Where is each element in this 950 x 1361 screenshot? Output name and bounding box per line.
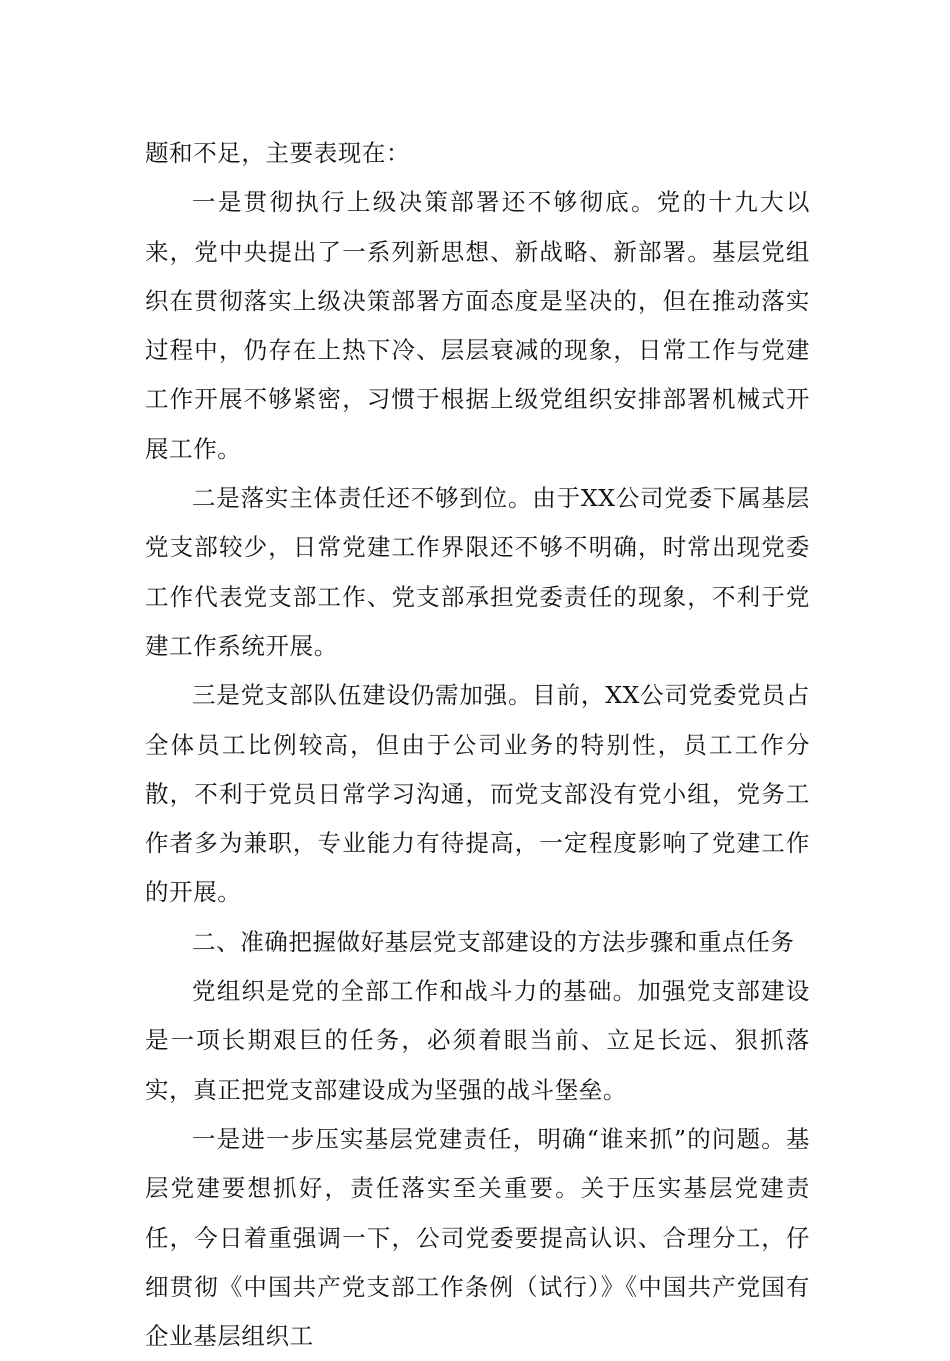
paragraph-task-one: 一是进一步压实基层党建责任，明确“谁来抓”的问题。基层党建要想抓好，责任落实至关重要。关于压实基层党建责任，今日着重强调一下，公司党委要提高认识、合理分工，仔细贯彻《中国共产党支部工作条例（试行）》《中国共产党国有企业基层组织工 [145, 1124, 810, 1351]
paragraph-continuation: 题和不足，主要表现在： [145, 139, 411, 167]
paragraph-problem-three: 三是党支部队伍建设仍需加强。目前，XX公司党委党员占全体员工比例较高，但由于公司业务的特别性，员工工作分散，不利于党员日常学习沟通，而党支部没有党小组，党务工作者多为兼职，专业能力有待提高，一定程度影响了党建工作的开展。 [145, 681, 810, 907]
paragraph-problem-two: 二是落实主体责任还不够到位。由于XX公司党委下属基层党支部较少，日常党建工作界限还不够不明确，时常出现党委工作代表党支部工作、党支部承担党委责任的现象，不利于党建工作系统开展。 [145, 484, 810, 660]
section-heading-two: 二、准确把握做好基层党支部建设的方法步骤和重点任务 [192, 927, 795, 956]
paragraph-section-intro: 党组织是党的全部工作和战斗力的基础。加强党支部建设是一项长期艰巨的任务，必须着眼当前、立足长远、狠抓落实，真正把党支部建设成为坚强的战斗堡垒。 [145, 977, 810, 1104]
document-body [145, 129, 810, 1361]
paragraph-problem-one: 一是贯彻执行上级决策部署还不够彻底。党的十九大以来，党中央提出了一系列新思想、新战略、新部署。基层党组织在贯彻落实上级决策部署方面态度是坚决的，但在推动落实过程中，仍存在上热下冷、层层衰减的现象，日常工作与党建工作开展不够紧密，习惯于根据上级党组织安排部署机械式开展工作。 [145, 188, 810, 463]
